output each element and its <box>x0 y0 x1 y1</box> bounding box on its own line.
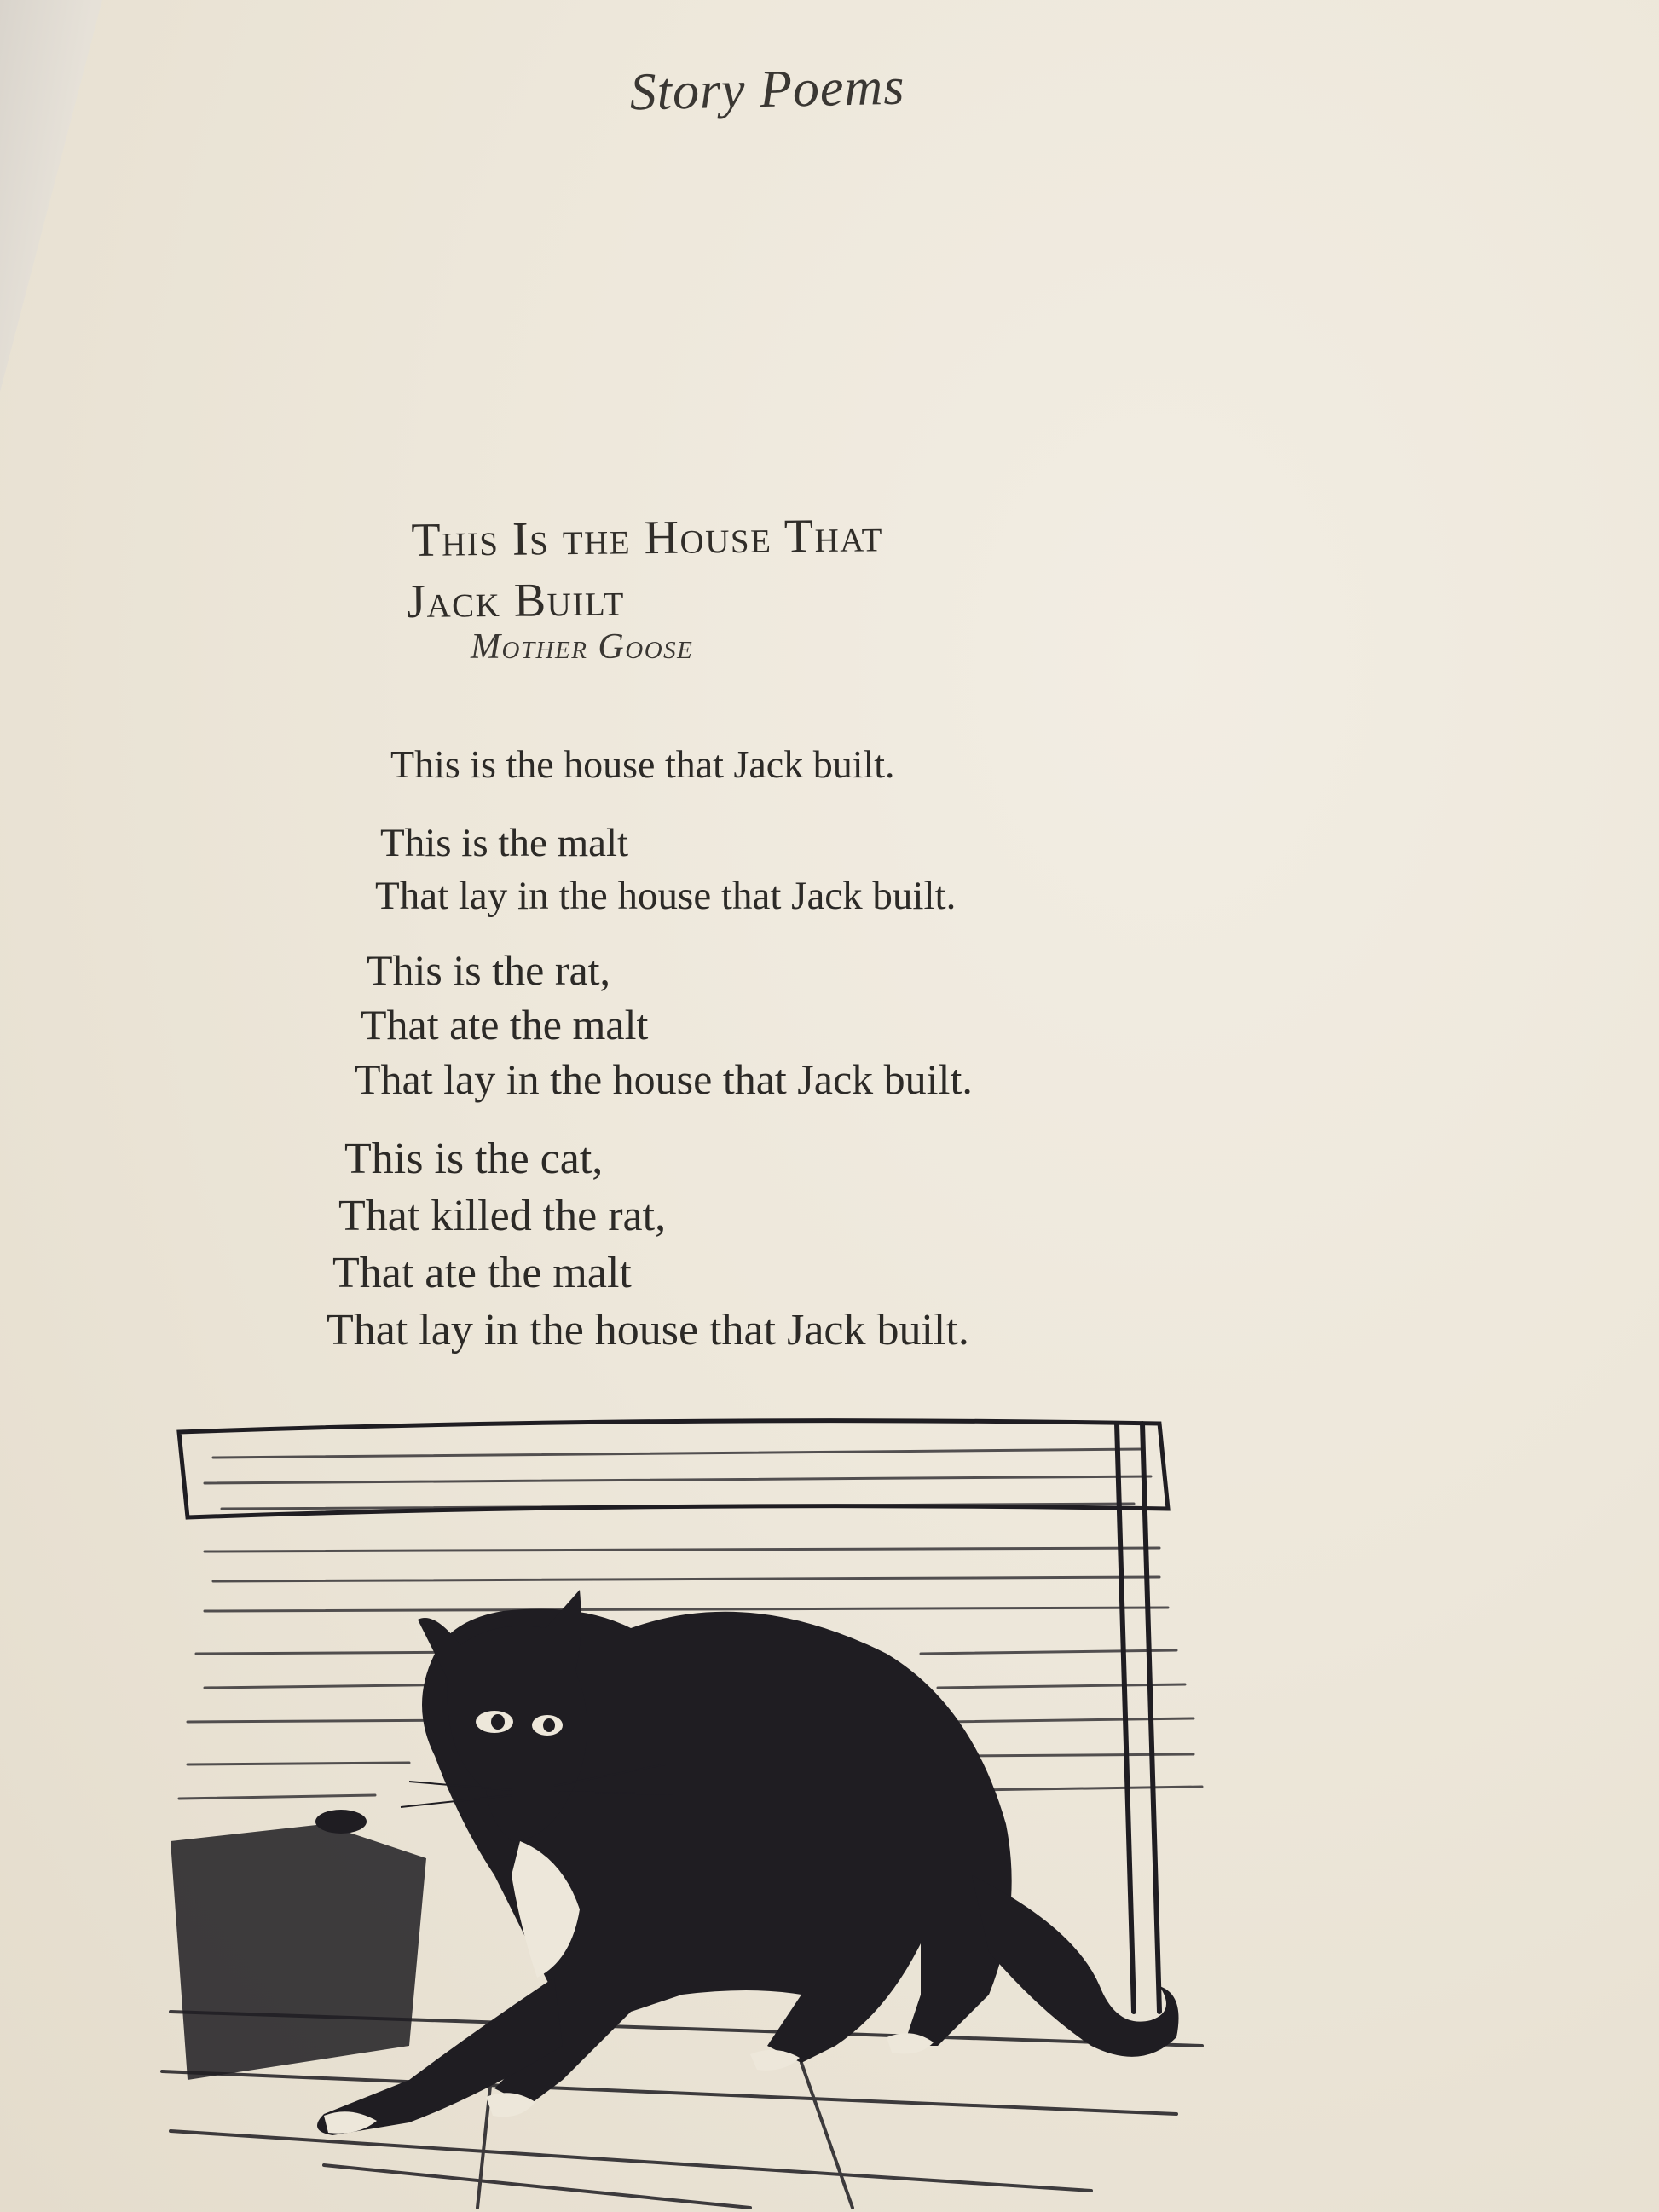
poem-line: That lay in the house that Jack built. <box>375 874 957 918</box>
page-edge-shadow <box>0 0 102 392</box>
poem-line: That ate the malt <box>332 1249 632 1297</box>
poem-line: This is the malt <box>380 821 629 865</box>
poem-line: This is the house that Jack built. <box>390 742 895 786</box>
shadow-box <box>171 1824 426 2080</box>
cat-illustration <box>153 1398 1228 2212</box>
poem-title-line-1: This Is the House That <box>411 509 884 567</box>
poem-line: That lay in the house that Jack built. <box>355 1055 973 1103</box>
poem-title-line-2: Jack Built <box>406 573 626 629</box>
running-head: Story Poems <box>628 57 905 122</box>
stanza-2 <box>375 817 957 922</box>
poem-line: That ate the malt <box>361 1001 649 1048</box>
stanza-3 <box>355 943 973 1106</box>
poem-author: Mother Goose <box>471 627 694 667</box>
poem-line: This is the cat, <box>344 1135 604 1183</box>
poem-line: That lay in the house that Jack built. <box>327 1306 969 1354</box>
mouse <box>315 1810 367 1834</box>
cat <box>317 1590 1179 2135</box>
post <box>1117 1424 1159 2012</box>
stanza-1 <box>390 738 895 791</box>
poem-title <box>406 505 884 632</box>
beam <box>179 1421 1168 1517</box>
poem-line: This is the rat, <box>367 946 611 994</box>
poem-line: That killed the rat, <box>338 1192 667 1240</box>
stanza-4 <box>327 1130 969 1359</box>
